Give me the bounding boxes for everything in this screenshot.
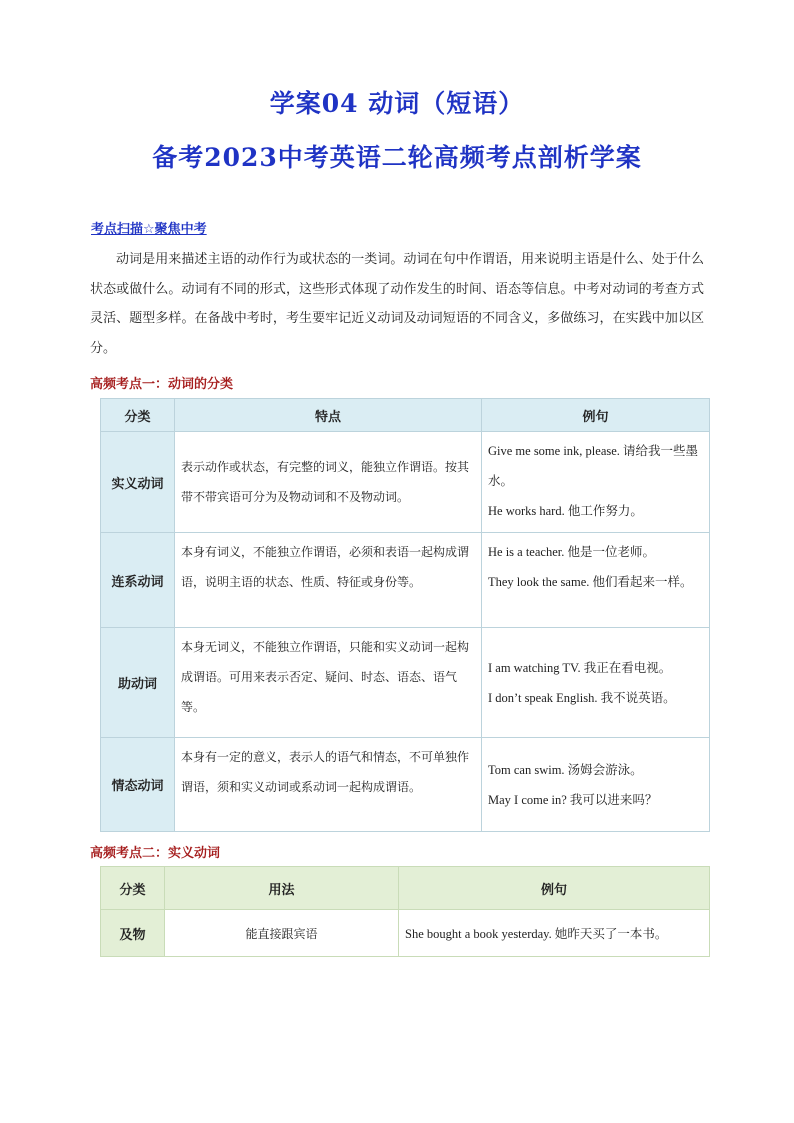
example-sentence: I am watching TV. 我正在看电视。 bbox=[488, 660, 672, 675]
header-usage: 用法 bbox=[165, 867, 399, 910]
table-header-row bbox=[101, 399, 710, 432]
example-sentence: They look the same. 他们看起来一样。 bbox=[488, 575, 693, 589]
row-example bbox=[482, 432, 710, 533]
header-category: 分类 bbox=[101, 399, 175, 432]
row-usage: 能直接跟宾语 bbox=[165, 910, 399, 957]
table-row bbox=[101, 628, 710, 738]
example-sentence: Give me some ink, please. 请给我一些墨水。 bbox=[488, 444, 699, 488]
row-example bbox=[482, 628, 710, 738]
row-feature: 本身有一定的意义，表示人的语气和情态，不可单独作谓语，须和实义动词或系动词一起构成谓语。 bbox=[175, 738, 482, 832]
table-row bbox=[101, 738, 710, 832]
row-feature: 本身无词义，不能独立作谓语，只能和实义动词一起构成谓语。可用来表示否定、疑问、时态、语态、语气等。 bbox=[175, 628, 482, 738]
example-sentence: He works hard. 他工作努力。 bbox=[488, 504, 643, 518]
table-row bbox=[101, 533, 710, 628]
section1-heading: 高频考点一：动词的分类 bbox=[90, 377, 234, 392]
table-row bbox=[101, 910, 710, 957]
header-example: 例句 bbox=[399, 867, 710, 910]
row-category: 实义动词 bbox=[101, 432, 175, 533]
example-sentence: May I come in? 我可以进来吗？ bbox=[488, 792, 658, 807]
row-example bbox=[482, 738, 710, 832]
document-title: 学案04 动词（短语） bbox=[269, 89, 525, 118]
row-feature: 表示动作或状态，有完整的词义，能独立作谓语。按其带不带宾语可分为及物动词和不及物动词。 bbox=[175, 432, 482, 533]
document-subtitle: 备考2023中考英语二轮高频考点剖析学案 bbox=[152, 143, 642, 172]
row-category: 及物 bbox=[101, 910, 165, 957]
header-category: 分类 bbox=[101, 867, 165, 910]
row-category: 连系动词 bbox=[101, 533, 175, 628]
row-feature: 本身有词义，不能独立作谓语，必须和表语一起构成谓语，说明主语的状态、性质、特征或身份等。 bbox=[175, 533, 482, 628]
example-sentence: I don’t speak English. 我不说英语。 bbox=[488, 690, 676, 705]
row-example: She bought a book yesterday. 她昨天买了一本书。 bbox=[399, 910, 710, 957]
row-category: 助动词 bbox=[101, 628, 175, 738]
intro-paragraph: 动词是用来描述主语的动作行为或状态的一类词。动词在句中作谓语，用来说明主语是什么、处于什么状态或做什么。动词有不同的形式，这些形式体现了动作发生的时间、语态等信息。中考对动词的考查方式灵活、题型多样。在备战中考时，考生要牢记近义动词及动词短语的不同含义，多做练习，在实践中加以区分。 bbox=[90, 252, 704, 356]
notional-verb-table bbox=[100, 866, 710, 957]
table-row bbox=[101, 432, 710, 533]
verb-classification-table bbox=[100, 398, 710, 832]
section2-heading: 高频考点二：实义动词 bbox=[90, 846, 221, 861]
row-category: 情态动词 bbox=[101, 738, 175, 832]
focus-link[interactable]: 考点扫描☆聚焦中考 bbox=[91, 222, 207, 237]
header-feature: 特点 bbox=[175, 399, 482, 432]
header-example: 例句 bbox=[482, 399, 710, 432]
table-header-row bbox=[101, 867, 710, 910]
row-example bbox=[482, 533, 710, 628]
example-sentence: Tom can swim. 汤姆会游泳。 bbox=[488, 762, 643, 777]
example-sentence: He is a teacher. 他是一位老师。 bbox=[488, 545, 655, 559]
